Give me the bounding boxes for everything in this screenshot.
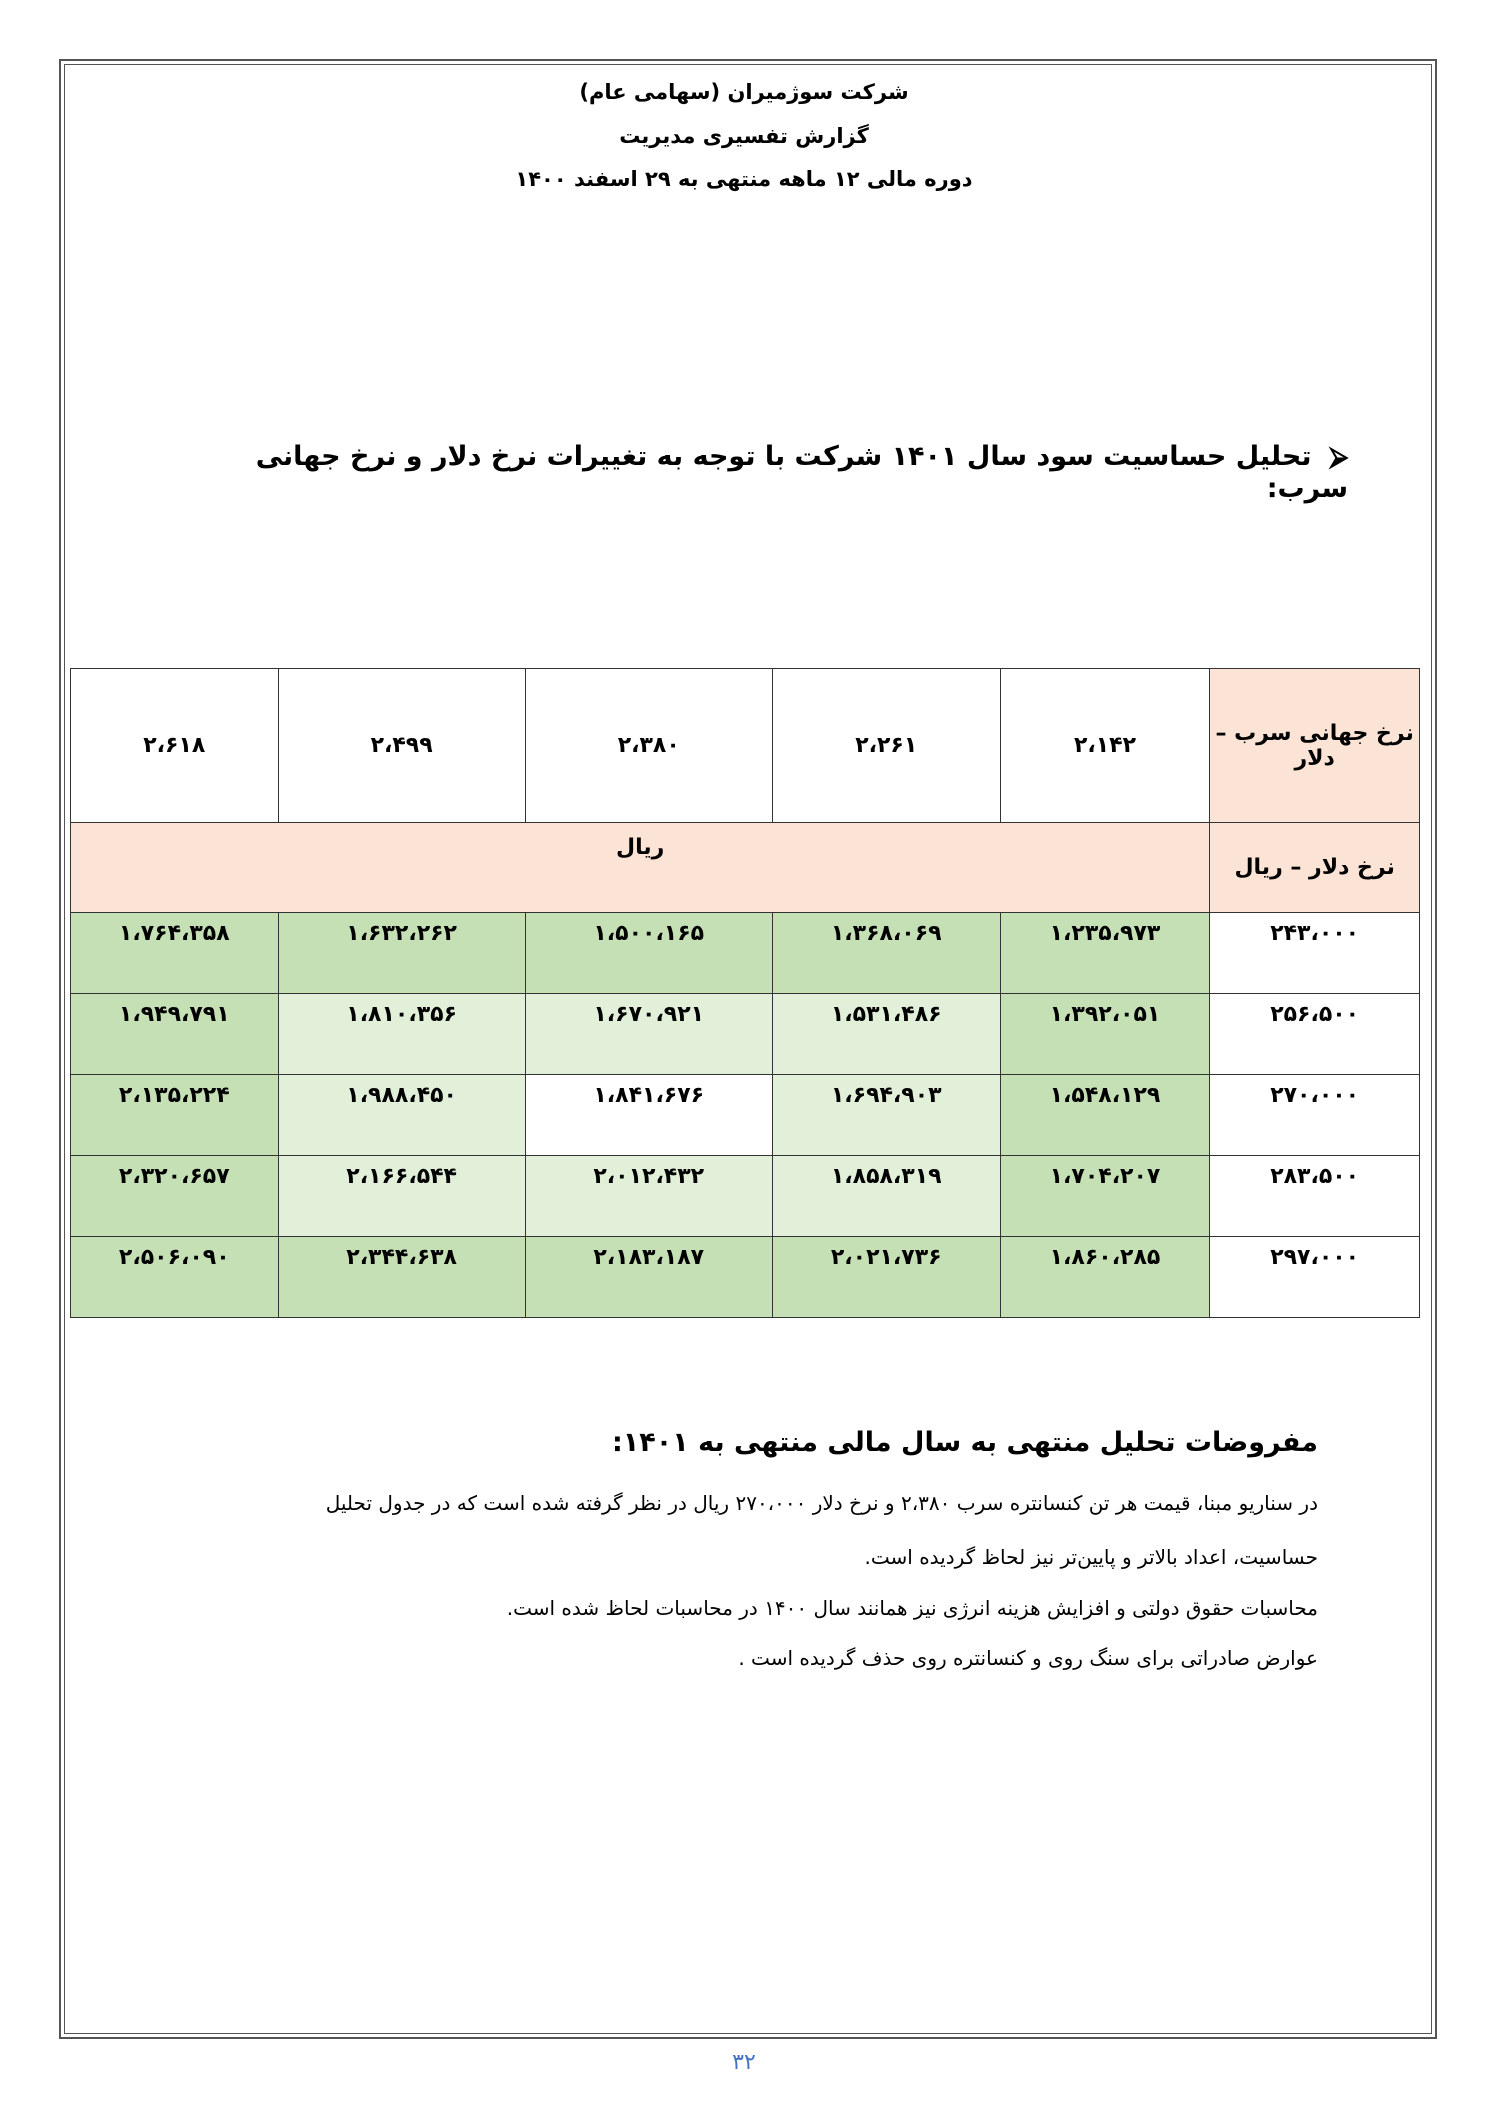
profit-cell: ۱،۸۶۰،۲۸۵ — [1000, 1237, 1210, 1318]
profit-cell: ۲،۰۱۲،۴۳۲ — [525, 1156, 772, 1237]
profit-cell: ۱،۸۱۰،۳۵۶ — [278, 994, 525, 1075]
dollar-rate-cell: ۲۹۷،۰۰۰ — [1210, 1237, 1420, 1318]
table-row — [71, 1156, 1420, 1237]
profit-cell: ۲،۳۴۴،۶۳۸ — [278, 1237, 525, 1318]
section-heading — [198, 441, 1348, 504]
unit-label: ریال — [71, 823, 1210, 913]
profit-cell: ۱،۷۰۴،۲۰۷ — [1000, 1156, 1210, 1237]
assumption-paragraph: در سناریو مبنا، قیمت هر تن کنسانتره سرب ۲،۳۸۰ و نرخ دلار ۲۷۰،۰۰۰ ریال در نظر گرفته شده است که در جدول تحلیل — [325, 1491, 1318, 1515]
section-heading-text: تحلیل حساسیت سود سال ۱۴۰۱ شرکت با توجه به تغییرات نرخ دلار و نرخ جهانی سرب: — [255, 441, 1348, 504]
profit-cell: ۱،۵۴۸،۱۲۹ — [1000, 1075, 1210, 1156]
profit-cell-base: ۱،۸۴۱،۶۷۶ — [525, 1075, 772, 1156]
profit-cell: ۲،۵۰۶،۰۹۰ — [71, 1237, 279, 1318]
lead-price-row — [71, 669, 1420, 823]
profit-cell: ۱،۲۳۵،۹۷۳ — [1000, 913, 1210, 994]
arrow-bullet-icon: ⮚ — [1329, 442, 1348, 472]
lead-price-cell: ۲،۱۴۲ — [1000, 669, 1210, 823]
page-number: ۳۲ — [732, 2050, 756, 2075]
profit-cell: ۲،۳۲۰،۶۵۷ — [71, 1156, 279, 1237]
lead-price-cell: ۲،۳۸۰ — [525, 669, 772, 823]
profit-cell: ۱،۷۶۴،۳۵۸ — [71, 913, 279, 994]
table-row — [71, 1237, 1420, 1318]
profit-cell: ۱،۶۹۴،۹۰۳ — [772, 1075, 1000, 1156]
dollar-rate-cell: ۲۴۳،۰۰۰ — [1210, 913, 1420, 994]
profit-cell: ۱،۹۸۸،۴۵۰ — [278, 1075, 525, 1156]
profit-cell: ۲،۱۸۳،۱۸۷ — [525, 1237, 772, 1318]
assumptions-heading: مفروضات تحلیل منتهی به سال مالی منتهی به ۱۴۰۱: — [611, 1427, 1318, 1458]
profit-cell: ۲،۰۲۱،۷۳۶ — [772, 1237, 1000, 1318]
profit-cell: ۱،۳۶۸،۰۶۹ — [772, 913, 1000, 994]
assumption-paragraph: محاسبات حقوق دولتی و افزایش هزینه انرژی نیز همانند سال ۱۴۰۰ در محاسبات لحاظ شده است. — [506, 1596, 1318, 1620]
dollar-rate-label: نرخ دلار – ریال — [1210, 823, 1420, 913]
company-name: شرکت سوژمیران (سهامی عام) — [579, 80, 909, 104]
report-period: دوره مالی ۱۲ ماهه منتهی به ۲۹ اسفند ۱۴۰۰ — [515, 167, 973, 191]
lead-price-cell: ۲،۶۱۸ — [71, 669, 279, 823]
profit-cell: ۱،۵۳۱،۴۸۶ — [772, 994, 1000, 1075]
unit-row — [71, 823, 1420, 913]
profit-cell: ۲،۱۶۶،۵۴۴ — [278, 1156, 525, 1237]
assumption-paragraph: عوارض صادراتی برای سنگ روی و کنسانتره روی حذف گردیده است . — [738, 1646, 1318, 1670]
table-row — [71, 913, 1420, 994]
profit-cell: ۱،۶۷۰،۹۲۱ — [525, 994, 772, 1075]
profit-cell: ۱،۵۰۰،۱۶۵ — [525, 913, 772, 994]
profit-cell: ۱،۸۵۸،۳۱۹ — [772, 1156, 1000, 1237]
report-title: گزارش تفسیری مدیریت — [619, 124, 869, 148]
dollar-rate-cell: ۲۸۳،۵۰۰ — [1210, 1156, 1420, 1237]
profit-cell: ۱،۶۳۲،۲۶۲ — [278, 913, 525, 994]
dollar-rate-cell: ۲۵۶،۵۰۰ — [1210, 994, 1420, 1075]
sensitivity-table — [70, 668, 1420, 1318]
table-row — [71, 1075, 1420, 1156]
table-row — [71, 994, 1420, 1075]
lead-price-cell: ۲،۴۹۹ — [278, 669, 525, 823]
profit-cell: ۲،۱۳۵،۲۲۴ — [71, 1075, 279, 1156]
lead-price-cell: ۲،۲۶۱ — [772, 669, 1000, 823]
lead-price-label: نرخ جهانی سرب – دلار — [1210, 669, 1420, 823]
dollar-rate-cell: ۲۷۰،۰۰۰ — [1210, 1075, 1420, 1156]
profit-cell: ۱،۹۴۹،۷۹۱ — [71, 994, 279, 1075]
assumption-paragraph: حساسیت، اعداد بالاتر و پایین‌تر نیز لحاظ گردیده است. — [864, 1545, 1318, 1569]
profit-cell: ۱،۳۹۲،۰۵۱ — [1000, 994, 1210, 1075]
